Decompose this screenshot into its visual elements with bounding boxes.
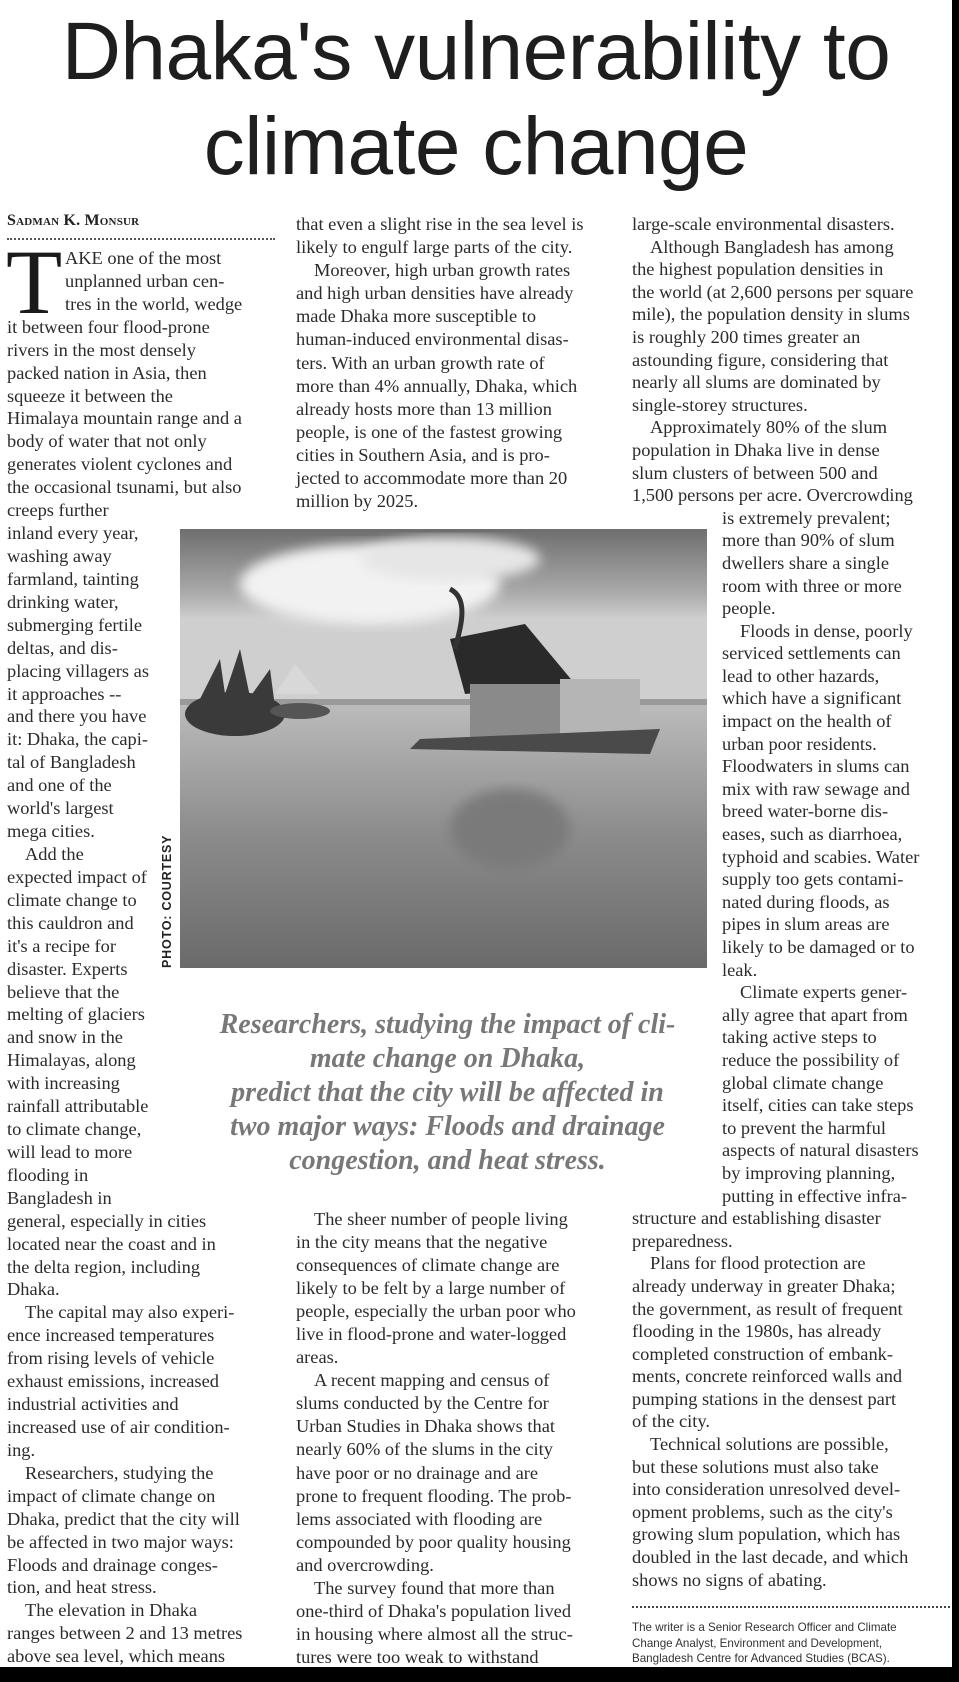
text-line: but these solutions must also take: [632, 1456, 879, 1477]
text-line: into consideration unresolved devel-: [632, 1479, 901, 1500]
text-line: astounding figure, considering that: [632, 349, 889, 370]
text-line: slum clusters of between 500 and: [632, 462, 878, 483]
text-line: lead to other hazards,: [722, 665, 880, 686]
text-line: have poor or no drainage and are: [296, 1462, 539, 1483]
text-line: and there you have: [7, 706, 147, 727]
text-line: the occasional tsunami, but also: [7, 477, 242, 498]
text-line: reduce the possibility of: [722, 1049, 900, 1070]
text-line: 1,500 persons per acre. Overcrowding: [632, 485, 913, 506]
text-line: rivers in the most densely: [7, 339, 196, 360]
text-line: it: Dhaka, the capi-: [7, 729, 148, 750]
pull-quote-line: two major ways: Floods and drainage: [230, 1111, 665, 1142]
text-line: creeps further: [7, 500, 109, 521]
text-line: Moreover, high urban growth rates: [314, 260, 571, 281]
text-line: flooding in the 1980s, has already: [632, 1321, 882, 1342]
text-line: and one of the: [7, 775, 112, 796]
text-line: that even a slight rise in the sea level is: [296, 214, 584, 234]
text-line: tion, and heat stress.: [7, 1577, 157, 1598]
text-line: to prevent the harmful: [722, 1117, 886, 1138]
text-line: Floods and drainage conges-: [7, 1554, 218, 1575]
text-line: tal of Bangladesh: [7, 752, 136, 773]
text-line: A recent mapping and census of: [314, 1370, 550, 1391]
text-line: ence increased temperatures: [7, 1325, 215, 1346]
text-line: serviced settlements can: [722, 643, 901, 664]
text-line: it's a recipe for: [7, 935, 117, 956]
text-line: nated during floods, as: [722, 891, 890, 912]
text-line: jected to accommodate more than 20: [296, 468, 568, 489]
text-line: farmland, tainting: [7, 568, 139, 589]
flood-photo: [180, 529, 707, 968]
text-line: shows no signs of abating.: [632, 1569, 827, 1590]
text-line: and snow in the: [7, 1027, 123, 1048]
text-line: single-storey structures.: [632, 394, 808, 415]
text-line: live in flood-prone and water-logged: [296, 1324, 567, 1345]
text-line: Urban Studies in Dhaka shows that: [296, 1416, 555, 1437]
text-line: packed nation in Asia, then: [7, 362, 207, 383]
text-line: The capital may also experi-: [25, 1302, 235, 1323]
headline-line: climate change: [203, 101, 749, 192]
text-line: drinking water,: [7, 591, 119, 612]
text-line: generates violent cyclones and: [7, 454, 233, 475]
text-line: large-scale environmental disasters.: [632, 214, 895, 234]
footnote-line: Bangladesh Centre for Advanced Studies (BCAS).: [632, 1652, 890, 1665]
text-line: this cauldron and: [7, 912, 134, 933]
text-line: squeeze it between the: [7, 385, 173, 406]
headline-line: Dhaka's vulnerability to: [61, 6, 891, 97]
text-line: opment problems, such as the city's: [632, 1501, 893, 1522]
text-line: urban poor residents.: [722, 733, 877, 754]
text-line: the world (at 2,600 persons per square: [632, 281, 914, 302]
column-2-bottom: [296, 1208, 576, 1669]
text-line: Himalaya mountain range and a: [7, 408, 242, 429]
text-line: mega cities.: [7, 821, 95, 842]
text-line: impact on the health of: [722, 711, 892, 732]
text-line: of the city.: [632, 1411, 710, 1432]
text-line: people, is one of the fastest growing: [296, 421, 563, 442]
text-line: areas.: [296, 1347, 339, 1368]
text-line: exhaust emissions, increased: [7, 1371, 219, 1392]
text-line: Although Bangladesh has among: [650, 236, 894, 257]
text-line: the delta region, including: [7, 1256, 201, 1277]
text-line: pumping stations in the densest part: [632, 1388, 897, 1409]
text-line: industrial activities and: [7, 1394, 179, 1415]
text-line: growing slum population, which has: [632, 1524, 901, 1545]
text-line: disaster. Experts: [7, 958, 128, 979]
pull-quote-line: predict that the city will be affected in: [231, 1077, 664, 1108]
text-line: will lead to more: [7, 1141, 133, 1162]
text-line: melting of glaciers: [7, 1004, 145, 1025]
text-line: deltas, and dis-: [7, 637, 118, 658]
text-line: The survey found that more than: [314, 1577, 555, 1598]
text-line: people.: [722, 598, 776, 619]
text-line: prone to frequent flooding. The prob-: [296, 1485, 572, 1506]
text-line: to climate change,: [7, 1119, 142, 1140]
text-line: eases, such as diarrhoea,: [722, 824, 903, 845]
text-line: cities in Southern Asia, and is pro-: [296, 444, 550, 465]
column-2-top: [296, 213, 584, 513]
photo-credit: PHOTO: COURTESY: [160, 834, 174, 968]
text-line: it approaches --: [7, 683, 122, 704]
text-line: expected impact of: [7, 866, 147, 887]
text-line: Add the: [25, 843, 84, 864]
text-line: the government, as result of frequent: [632, 1298, 903, 1319]
pull-quote-line: mate change on Dhaka,: [309, 1043, 586, 1074]
text-line: by improving planning,: [722, 1162, 896, 1183]
text-line: made Dhaka more susceptible to: [296, 306, 537, 327]
text-line: is extremely prevalent;: [722, 507, 891, 528]
text-line: leak.: [722, 959, 758, 980]
text-line: it between four flood-prone: [7, 316, 210, 337]
text-line: aspects of natural disasters: [722, 1140, 919, 1161]
drop-cap: T: [6, 231, 63, 333]
text-line: human-induced environmental disas-: [296, 329, 569, 350]
flooded-hut-image: [180, 529, 707, 968]
text-line: with increasing: [7, 1073, 120, 1094]
text-line: is roughly 200 times greater an: [632, 326, 861, 347]
text-line: lems associated with flooding are: [296, 1508, 543, 1529]
text-line: more than 90% of slum: [722, 530, 895, 551]
text-line: which have a significant: [722, 688, 902, 709]
text-line: ters. With an urban growth rate of: [296, 352, 545, 373]
text-line: in the city means that the negative: [296, 1232, 548, 1253]
footnote-line: The writer is a Senior Research Officer and Climate: [632, 1621, 897, 1634]
text-line: breed water-borne dis-: [722, 801, 889, 822]
text-line: supply too gets contami-: [722, 869, 904, 890]
text-line: mile), the population density in slums: [632, 304, 910, 325]
text-line: likely to engulf large parts of the city.: [296, 237, 573, 258]
text-line: tres in the world, wedge: [65, 293, 243, 314]
text-line: mix with raw sewage and: [722, 778, 910, 799]
text-line: world's largest: [7, 798, 114, 819]
author-footnote: [632, 1620, 897, 1667]
text-line: ally agree that apart from: [722, 1004, 908, 1025]
text-line: Approximately 80% of the slum: [650, 417, 887, 438]
text-line: compounded by poor quality housing: [296, 1531, 571, 1552]
headline: [0, 4, 952, 194]
text-line: already hosts more than 13 million: [296, 398, 552, 419]
text-line: and overcrowding.: [296, 1554, 434, 1575]
text-line: body of water that not only: [7, 431, 207, 452]
text-line: impact of climate change on: [7, 1485, 216, 1506]
page-edge-bottom: [0, 1667, 959, 1682]
text-line: one-third of Dhaka's population lived: [296, 1600, 572, 1621]
text-line: taking active steps to: [722, 1027, 877, 1048]
text-line: and high urban densities have already: [296, 283, 574, 304]
text-line: Floods in dense, poorly: [740, 620, 913, 641]
text-line: doubled in the last decade, and which: [632, 1547, 909, 1568]
text-line: typhoid and scabies. Water: [722, 846, 920, 867]
text-line: climate change to: [7, 889, 137, 910]
text-line: be affected in two major ways:: [7, 1531, 234, 1552]
text-line: already underway in greater Dhaka;: [632, 1275, 896, 1296]
text-line: nearly 60% of the slums in the city: [296, 1439, 553, 1460]
text-line: The elevation in Dhaka: [25, 1600, 198, 1621]
text-line: slums conducted by the Centre for: [296, 1393, 549, 1414]
footnote-line: Change Analyst, Environment and Development,: [632, 1636, 883, 1650]
text-line: unplanned urban cen-: [65, 270, 225, 291]
text-line: itself, cities can take steps: [722, 1095, 914, 1116]
page-edge-right: [952, 0, 959, 1682]
text-line: located near the coast and in: [7, 1233, 216, 1254]
text-line: believe that the: [7, 981, 120, 1002]
text-line: AKE one of the most: [65, 248, 222, 268]
byline: Sadman K. Monsur: [7, 212, 140, 229]
text-line: global climate change: [722, 1072, 884, 1093]
text-line: submerging fertile: [7, 614, 143, 635]
text-line: Dhaka, predict that the city will: [7, 1508, 240, 1529]
text-line: above sea level, which means: [7, 1646, 226, 1667]
text-line: likely to be felt by a large number of: [296, 1278, 566, 1299]
text-line: general, especially in cities: [7, 1210, 207, 1231]
text-line: placing villagers as: [7, 660, 149, 681]
text-line: more than 4% annually, Dhaka, which: [296, 375, 578, 396]
text-line: Floodwaters in slums can: [722, 756, 910, 777]
text-line: Climate experts gener-: [740, 982, 908, 1003]
text-line: consequences of climate change are: [296, 1255, 560, 1276]
text-line: The sheer number of people living: [314, 1209, 568, 1229]
text-line: Dhaka.: [7, 1279, 60, 1300]
text-line: putting in effective infra-: [722, 1185, 908, 1206]
text-line: rainfall attributable: [7, 1096, 149, 1117]
text-line: room with three or more: [722, 575, 902, 596]
text-line: increased use of air condition-: [7, 1417, 230, 1438]
text-line: population in Dhaka live in dense: [632, 439, 880, 460]
text-line: flooding in: [7, 1164, 89, 1185]
pull-quote: [180, 1008, 715, 1178]
text-line: completed construction of embank-: [632, 1343, 893, 1364]
pull-quote-line: Researchers, studying the impact of cli-: [219, 1009, 676, 1040]
text-line: Himalayas, along: [7, 1050, 136, 1071]
text-line: in housing where almost all the struc-: [296, 1623, 573, 1644]
text-line: dwellers share a single: [722, 552, 889, 573]
footnote-divider: [632, 1606, 950, 1608]
text-line: the highest population densities in: [632, 259, 884, 280]
text-line: washing away: [7, 545, 112, 566]
text-line: from rising levels of vehicle: [7, 1348, 215, 1369]
text-line: preparedness.: [632, 1230, 733, 1251]
pull-quote-line: congestion, and heat stress.: [289, 1145, 606, 1176]
text-line: million by 2025.: [296, 491, 419, 512]
text-line: ing.: [7, 1439, 36, 1460]
text-line: Technical solutions are possible,: [650, 1434, 889, 1455]
text-line: Bangladesh in: [7, 1187, 112, 1208]
text-line: ranges between 2 and 13 metres: [7, 1623, 243, 1644]
text-line: tures were too weak to withstand: [296, 1646, 539, 1667]
text-line: Researchers, studying the: [25, 1462, 214, 1483]
text-line: structure and establishing disaster: [632, 1208, 881, 1229]
text-line: Plans for flood protection are: [650, 1253, 866, 1274]
text-line: people, especially the urban poor who: [296, 1301, 576, 1322]
text-line: inland every year,: [7, 523, 139, 544]
text-line: nearly all slums are dominated by: [632, 372, 881, 393]
text-line: pipes in slum areas are: [722, 914, 890, 935]
text-line: ments, concrete reinforced walls and: [632, 1366, 903, 1387]
text-line: likely to be damaged or to: [722, 937, 915, 957]
